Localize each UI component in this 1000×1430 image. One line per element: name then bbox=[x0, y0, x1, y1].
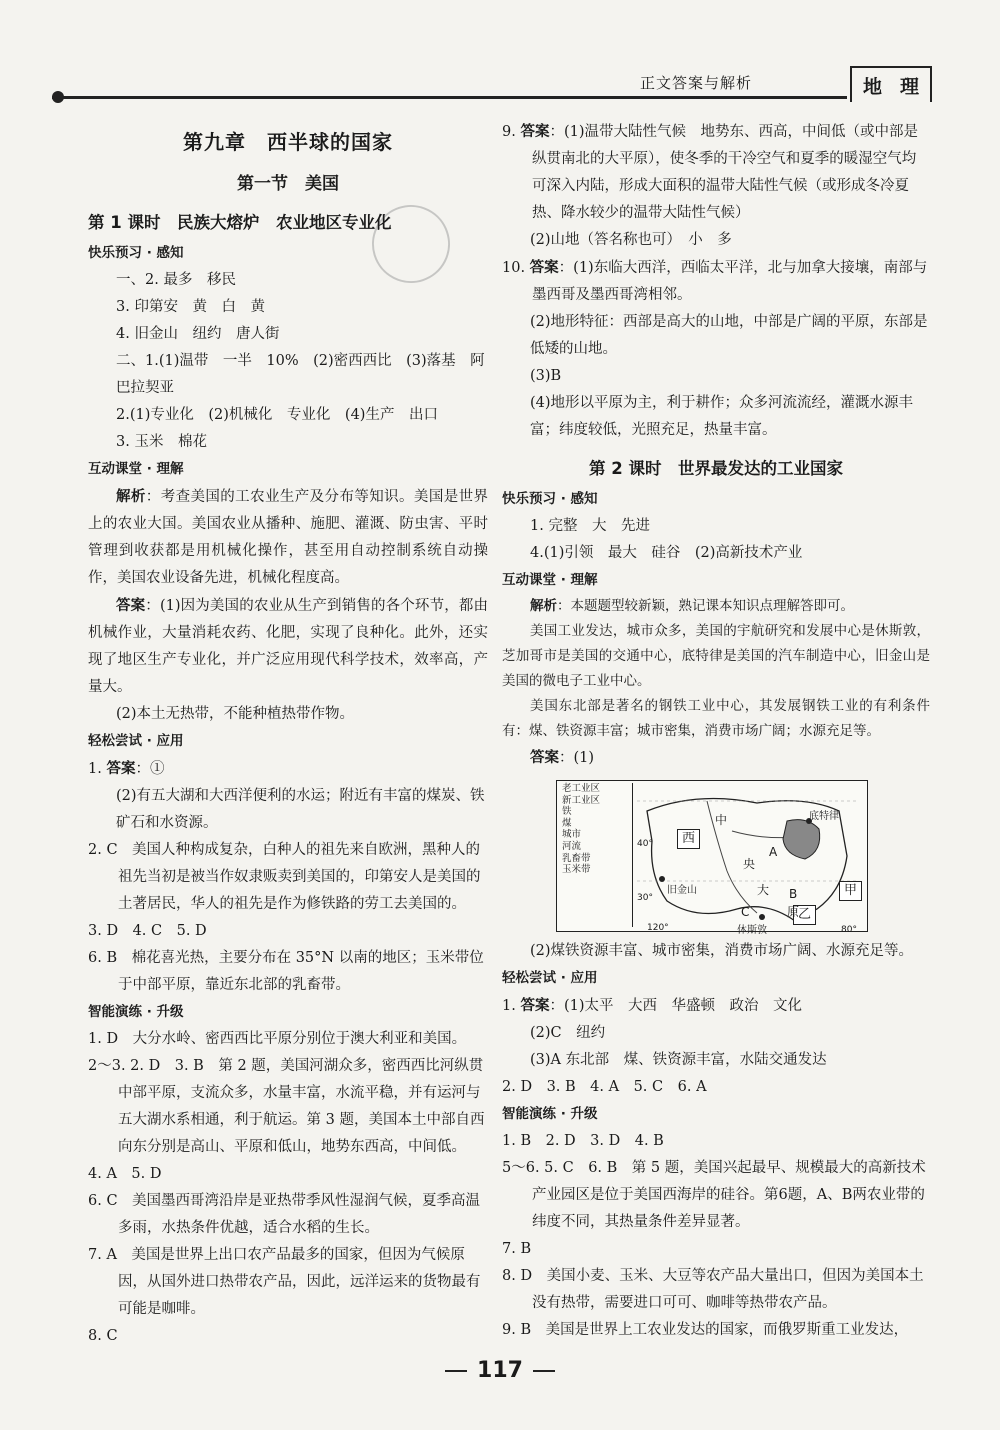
right-d5: 5～6. 5. C 6. B 第 5 题，美国兴起最早、规模最大的高新技术产业园区是位于美国西海岸的硅谷。第6题，A、B两农业带的纬度不同，其热量条件差异显著。 bbox=[502, 1160, 926, 1230]
legend-item: 铁 bbox=[562, 806, 572, 818]
left-d7: 7. A 美国是世界上出口农产品最多的国家，但因为气候原因，从国外进口热带农产品，因此，远洋运来的货物最有可能是咖啡。 bbox=[88, 1247, 481, 1317]
legend-item: 老工业区 bbox=[562, 783, 601, 794]
right-r10-2: (2)地形特征：西部是高大的山地，中部是广阔的平原，东部是低矮的山地。 bbox=[530, 314, 928, 357]
map-label-l30: 30° bbox=[637, 893, 653, 903]
left-d4: 4. A 5. D bbox=[88, 1166, 162, 1182]
tag-drill-2: 智能演练 · 升级 bbox=[502, 1106, 598, 1122]
right-analysis: 解析：本题题型较新颖，熟记课本知识点理解答即可。 bbox=[530, 598, 854, 614]
left-d2: 2～3. 2. D 3. B 第 2 题，美国河湖众多，密西西比河纵贯中部平原，支流众多，水量丰富，水流平稳，并有运河与五大湖水系相通，利于航运。第 3 题，美国本土中部自西向东分别是高山、平原和低山，地势东西高，中间低。 bbox=[88, 1058, 485, 1155]
left-q2: 2. C 美国人种构成复杂，白种人的祖先来自欧洲，黑种人的祖先当初是被当作奴隶贩卖到美国的，印第安人是美国的土著居民，华人的祖先是作为修铁路的劳工去美国的。 bbox=[88, 842, 481, 912]
right-d1: 1. B 2. D 3. D 4. B bbox=[502, 1133, 664, 1149]
tag-class: 互动课堂 · 理解 bbox=[88, 461, 184, 477]
chapter-title: 第九章 西半球的国家 bbox=[183, 130, 393, 154]
section-title: 第一节 美国 bbox=[237, 174, 339, 194]
right-column bbox=[502, 118, 930, 1344]
legend-item: 河流 bbox=[562, 840, 582, 852]
header-title: 正文答案与解析 bbox=[640, 74, 753, 92]
left-p4: 二、1.(1)温带 一半 10% (2)密西西比 (3)落基 阿巴拉契亚 bbox=[116, 353, 485, 396]
right-r9-2: (2)山地（答名称也可） 小 多 bbox=[530, 232, 732, 248]
map-label-yuan: 原 bbox=[787, 905, 800, 919]
legend-item: 城市 bbox=[562, 829, 582, 841]
map-label-yang: 央 bbox=[743, 857, 756, 871]
legend-item: 玉米带 bbox=[562, 864, 591, 876]
right-r10-4: (4)地形以平原为主，利于耕作；众多河流流经，灌溉水源丰富；纬度较低，光照充足，热量丰富。 bbox=[530, 395, 914, 438]
right-t2: 2. D 3. B 4. A 5. C 6. A bbox=[502, 1079, 707, 1095]
map-label-detroit: 底特律 bbox=[809, 811, 839, 822]
map-label-da: 大 bbox=[757, 883, 770, 897]
city-marker-sf bbox=[659, 876, 665, 882]
left-p1: 一、2. 最多 移民 bbox=[116, 272, 236, 288]
left-p6: 3. 玉米 棉花 bbox=[116, 434, 207, 450]
right-d8: 8. D 美国小麦、玉米、大豆等农产品大量出口，但因为美国本土没有热带，需要进口可可、咖啡等热带农产品。 bbox=[502, 1268, 924, 1311]
left-d6: 6. C 美国墨西哥湾沿岸是亚热带季风性湿润气候，夏季高温多雨，水热条件优越，适合水稻的生长。 bbox=[88, 1193, 481, 1236]
right-t1-3: (3)A 东北部 煤、铁资源丰富，水陆交通发达 bbox=[530, 1052, 827, 1068]
left-answer2: (2)本土无热带，不能种植热带作物。 bbox=[116, 706, 355, 722]
right-t1: 1. 答案：(1)太平 大西 华盛顿 政治 文化 bbox=[502, 997, 802, 1014]
right-answer: 答案：(1) bbox=[530, 749, 595, 766]
right-p1: 1. 完整 大 先进 bbox=[530, 518, 650, 534]
map-label-l40: 40° bbox=[637, 839, 653, 849]
map-label-east: 甲 bbox=[839, 881, 862, 901]
left-q6: 6. B 棉花喜光热，主要分布在 35°N 以南的地区；玉米带位于中部平原，靠近东北部的乳畜带。 bbox=[88, 950, 484, 993]
left-q1b: (2)有五大湖和大西洋便利的水运；附近有丰富的煤炭、铁矿石和水资源。 bbox=[116, 788, 485, 831]
left-q3: 3. D 4. C 5. D bbox=[88, 923, 207, 939]
subject-char-1: 地 bbox=[862, 75, 882, 98]
tag-try-2: 轻松尝试 · 应用 bbox=[502, 970, 598, 986]
left-p5: 2.(1)专业化 (2)机械化 专业化 (4)生产 出口 bbox=[116, 407, 438, 423]
left-p2: 3. 印第安 黄 白 黄 bbox=[116, 299, 265, 315]
right-p4: 4.(1)引领 最大 硅谷 (2)高新技术产业 bbox=[530, 545, 803, 561]
right-d7: 7. B bbox=[502, 1241, 532, 1257]
subject-char-2: 理 bbox=[900, 75, 920, 98]
map-label-c: C bbox=[741, 905, 750, 919]
tag-drill: 智能演练 · 升级 bbox=[88, 1004, 184, 1020]
right-ans2: (2)煤铁资源丰富、城市密集，消费市场广阔、水源充足等。 bbox=[530, 943, 914, 959]
right-r9: 9. 答案：(1)温带大陆性气候 地势东、西高，中间低（或中部是纵贯南北的大平原），使冬季的干冷空气和夏季的暖湿空气均可深入内陆，形成大面积的温带大陆性气候（或形成冬冷夏热、降水较少的温带大陆性气候） bbox=[502, 123, 918, 221]
map-label-a: A bbox=[769, 845, 778, 859]
answer-label: 答案 bbox=[116, 597, 146, 614]
map-label-sf: 旧金山 bbox=[667, 885, 697, 896]
lesson2-title: 第 2 课时 世界最发达的工业国家 bbox=[589, 459, 843, 478]
tag-class-2: 互动课堂 · 理解 bbox=[502, 572, 598, 588]
map-label-l120: 120° bbox=[647, 923, 669, 933]
tag-preview: 快乐预习 · 感知 bbox=[88, 245, 184, 261]
right-para1: 美国工业发达，城市众多，美国的宇航研究和发展中心是休斯敦，芝加哥市是美国的交通中心，底特律是美国的汽车制造中心，旧金山是美国的微电子工业中心。 bbox=[502, 623, 930, 689]
left-p3: 4. 旧金山 纽约 唐人街 bbox=[116, 326, 280, 342]
right-r10: 10. 答案：(1)东临大西洋，西临太平洋，北与加拿大接壤，南部与墨西哥及墨西哥湾相邻。 bbox=[502, 259, 928, 303]
page-number: 117 bbox=[0, 1358, 1000, 1383]
left-answer: 答案：(1)因为美国的农业从生产到销售的各个环节，都由机械作业，大量消耗农药、化肥，实现了良种化。此外，还实现了地区生产专业化，并广泛应用现代科学技术，效率高，产量大。 bbox=[88, 597, 488, 695]
left-column bbox=[88, 118, 488, 1350]
lesson-title: 第 1 课时 民族大熔炉 农业地区专业化 bbox=[88, 213, 392, 232]
tag-try: 轻松尝试 · 应用 bbox=[88, 733, 184, 749]
map-label-middle: 中 bbox=[715, 813, 728, 827]
right-t1-2: (2)C 纽约 bbox=[530, 1025, 606, 1041]
left-analysis: 解析：考查美国的工农业生产及分布等知识。美国是世界上的农业大国。美国农业从播种、施肥、灌溉、防虫害、平时管理到收获都是用机械化操作，甚至用自动控制系统自动操作，美国农业设备先进，机械化程度高。 bbox=[88, 488, 489, 586]
map-label-b: B bbox=[789, 887, 798, 901]
legend-item: 乳畜带 bbox=[562, 852, 591, 864]
subject-box bbox=[850, 66, 932, 102]
map-label-west: 西 bbox=[677, 829, 700, 849]
left-d8: 8. C bbox=[88, 1328, 118, 1344]
legend-item: 煤 bbox=[562, 817, 572, 829]
map-label-south: 乙 bbox=[793, 905, 816, 925]
left-d1: 1. D 大分水岭、密西西比平原分别位于澳大利亚和美国。 bbox=[88, 1031, 467, 1047]
tag-preview-2: 快乐预习 · 感知 bbox=[502, 491, 598, 507]
right-d9: 9. B 美国是世界上工农业发达的国家，而俄罗斯重工业发达， bbox=[502, 1322, 909, 1338]
left-q1a: 1. 答案：① bbox=[88, 760, 165, 777]
legend-item: 新工业区 bbox=[562, 794, 601, 806]
right-para2: 美国东北部是著名的钢铁工业中心，其发展钢铁工业的有利条件有：煤、铁资源丰富；城市密集，消费市场广阔；水源充足等。 bbox=[502, 698, 930, 739]
map-label-houston: 休斯敦 bbox=[737, 925, 767, 936]
right-r10-3: (3)B bbox=[530, 368, 562, 384]
us-industry-map bbox=[556, 780, 868, 936]
header-rule bbox=[52, 96, 847, 99]
map-label-l80: 80° bbox=[841, 925, 857, 935]
analysis-label: 解析 bbox=[116, 488, 146, 505]
